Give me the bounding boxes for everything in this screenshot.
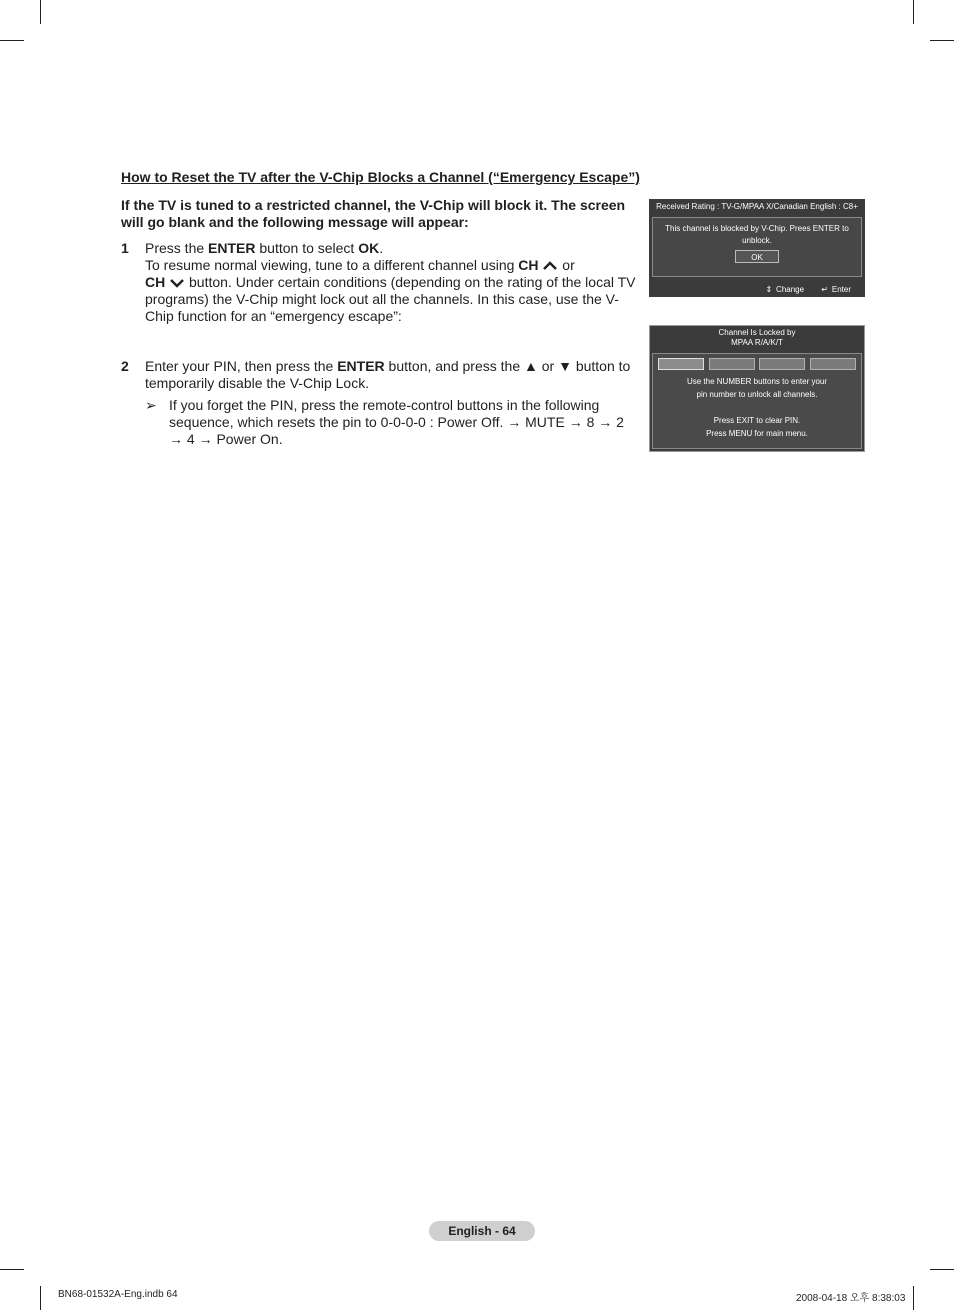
- ok-button[interactable]: OK: [735, 250, 779, 263]
- step-body: Enter your PIN, then press the ENTER button, and press the ▲ or ▼ button to temporarily disable the V-Chip Lock.: [145, 358, 631, 391]
- osd-instructions: Use the NUMBER buttons to enter your pin number to unlock all channels. Press EXIT to clear PIN. Press MENU for main menu.: [686, 377, 828, 438]
- note-arrow-icon: ➢: [145, 397, 157, 413]
- channel-locked-osd: [649, 325, 865, 452]
- crop-mark: [913, 0, 914, 24]
- pin-digit-4[interactable]: [810, 358, 856, 370]
- step-2: [121, 358, 636, 448]
- pin-entry[interactable]: [653, 354, 861, 370]
- chevron-down-icon: [169, 278, 185, 288]
- page-number: English - 64: [429, 1221, 535, 1241]
- note: [145, 397, 636, 448]
- pin-digit-1[interactable]: [658, 358, 704, 370]
- slug-date: 2008-04-18 오후 8:38:03: [796, 1293, 906, 1304]
- step-line: To resume normal viewing, tune to a different channel using CH or: [145, 257, 575, 273]
- enter-icon: ↵: [821, 285, 828, 294]
- step-body: [145, 240, 636, 325]
- crop-mark: [930, 1269, 954, 1270]
- pin-digit-2[interactable]: [709, 358, 755, 370]
- osd-message: This channel is blocked by V-Chip. Prees ENTER to unblock.: [665, 224, 849, 245]
- slug-file: BN68-01532A-Eng.indb 64: [58, 1289, 178, 1300]
- step-line: CH button. Under certain conditions (depending on the rating of the local TV programs) the V-Chip might lock out all the channels. In this case, use the V-Chip function for an “emergency escape”:: [145, 274, 636, 324]
- chevron-up-icon: [542, 261, 558, 271]
- osd-footer: ⇕ Change ↵ Enter: [765, 285, 851, 294]
- pin-digit-3[interactable]: [759, 358, 805, 370]
- vchip-block-osd: [649, 199, 865, 297]
- osd-message-panel: [652, 217, 862, 277]
- section-heading: How to Reset the TV after the V-Chip Blocks a Channel (“Emergency Escape”): [121, 169, 640, 185]
- crop-mark: [0, 1269, 24, 1270]
- received-rating: Received Rating : TV-G/MPAA X/Canadian English : C8+: [656, 202, 858, 211]
- intro-paragraph: If the TV is tuned to a restricted channel, the V-Chip will block it. The screen will go blank and the following message will appear:: [121, 197, 626, 230]
- step-number: 1: [121, 240, 129, 256]
- note-text: If you forget the PIN, press the remote-control buttons in the following sequence, which resets the pin to 0-0-0-0 : Power Off. → MUTE → 8 → 2 → 4 → Power On.: [169, 397, 624, 447]
- change-icon: ⇕: [765, 285, 773, 294]
- step-number: 2: [121, 358, 129, 374]
- step-line: Press the ENTER button to select OK.: [145, 240, 384, 256]
- pin-panel: [652, 353, 862, 449]
- crop-mark: [913, 1286, 914, 1310]
- crop-mark: [930, 40, 954, 41]
- osd-title: Channel Is Locked by MPAA R/A/K/T: [718, 328, 796, 347]
- crop-mark: [40, 0, 41, 24]
- crop-mark: [0, 40, 24, 41]
- step-1: [121, 240, 636, 325]
- crop-mark: [40, 1286, 41, 1310]
